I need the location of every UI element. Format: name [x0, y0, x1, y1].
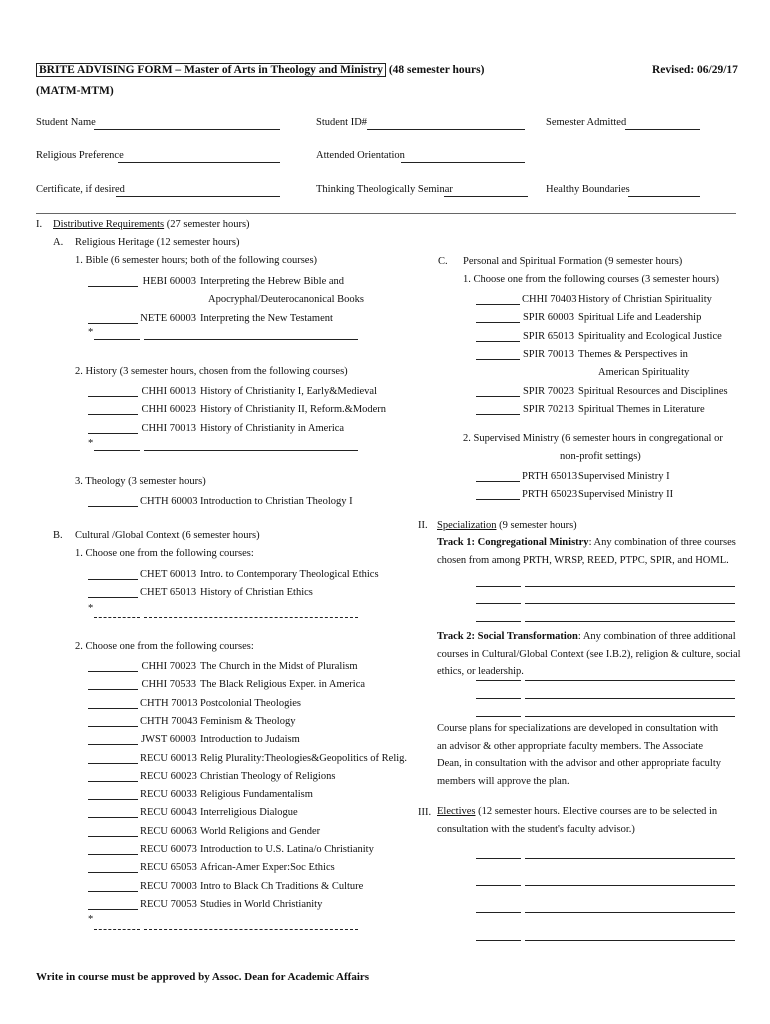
- course-check-blank[interactable]: [476, 331, 520, 342]
- course-check-blank[interactable]: [88, 496, 138, 507]
- course-check-blank[interactable]: [476, 349, 520, 360]
- course-name: Apocryphal/Deuterocanonical Books: [208, 294, 364, 306]
- course-row: [476, 310, 701, 323]
- write-in-blank-choose2[interactable]: [94, 929, 140, 930]
- course-code: CHHI 60013: [141, 386, 196, 397]
- course-name: History of Christian Spirituality: [578, 294, 712, 305]
- course-row: [88, 769, 335, 782]
- course-code: CHHI 70403: [522, 294, 577, 305]
- course-row: [88, 292, 364, 305]
- course-code: RECU 70003: [140, 880, 197, 892]
- bible-title: 1. Bible (6 semester hours; both of the following courses): [75, 255, 318, 266]
- course-code: RECU 60063: [140, 825, 197, 837]
- course-title-blank[interactable]: [525, 716, 735, 717]
- course-check-blank[interactable]: [88, 826, 138, 837]
- course-row: [88, 879, 363, 892]
- section2-numeral: II.: [418, 520, 428, 531]
- course-check-blank[interactable]: [88, 313, 138, 324]
- course-check-blank[interactable]: [476, 489, 520, 500]
- write-in-blank-history[interactable]: [94, 450, 140, 451]
- course-row: [88, 714, 295, 727]
- course-check-blank[interactable]: [88, 789, 138, 800]
- course-check-blank[interactable]: [88, 569, 138, 580]
- course-name: Intro. to Contemporary Theological Ethics: [200, 569, 379, 580]
- asterisk-choose2: *: [88, 914, 94, 925]
- course-row: [88, 384, 377, 397]
- certificate-field[interactable]: [116, 196, 280, 197]
- course-title-blank[interactable]: [525, 912, 735, 913]
- course-row: [88, 421, 344, 434]
- section2-heading: [437, 520, 577, 531]
- course-name: History of Christianity I, Early&Medieval: [200, 386, 378, 397]
- course-name: Supervised Ministry I: [578, 471, 670, 482]
- form-title: [36, 64, 484, 76]
- course-check-blank[interactable]: [88, 386, 138, 397]
- course-code: RECU 65053: [140, 862, 197, 874]
- student-id-label: Student ID#: [316, 117, 368, 128]
- course-code: PRTH 65023: [522, 489, 578, 501]
- course-row: [476, 402, 705, 415]
- course-code: CHHI 70533: [141, 679, 196, 691]
- course-row: [88, 274, 344, 287]
- sectionC-choose-title: 1. Choose one from the following courses (3 semester hours): [463, 274, 720, 285]
- course-name: Spiritual Resources and Disciplines: [578, 385, 728, 397]
- course-number-blank[interactable]: [476, 716, 521, 717]
- healthy-boundaries-label: Healthy Boundaries: [546, 184, 630, 195]
- course-code: CHET 65013: [140, 587, 197, 599]
- course-row: [88, 842, 374, 855]
- sectionA-label: A.: [53, 237, 64, 248]
- student-name-label: Student Name: [36, 117, 96, 128]
- course-check-blank[interactable]: [476, 471, 520, 482]
- section1-numeral: I.: [36, 219, 43, 230]
- course-check-blank[interactable]: [88, 844, 138, 855]
- form-title-boxed: BRITE ADVISING FORM – Master of Arts in Theology and Ministry: [36, 63, 386, 77]
- course-title-blank[interactable]: [525, 603, 735, 604]
- course-name: World Religions and Gender: [200, 825, 321, 837]
- course-name: Studies in World Christianity: [200, 898, 323, 910]
- course-code: SPIR 60003: [522, 312, 574, 324]
- supervised-title-1: 2. Supervised Ministry (6 semester hours in congregational or: [463, 433, 723, 444]
- course-code: SPIR 70213: [522, 403, 574, 415]
- course-name: Supervised Ministry II: [578, 489, 674, 501]
- course-title-blank[interactable]: [525, 680, 735, 681]
- write-in-title-history[interactable]: [144, 450, 358, 451]
- write-in-blank-choose1[interactable]: [94, 617, 140, 618]
- course-check-blank[interactable]: [88, 404, 138, 415]
- course-number-blank[interactable]: [476, 912, 521, 913]
- course-row: [476, 469, 670, 482]
- course-row: [88, 696, 301, 709]
- course-check-blank: [88, 294, 138, 305]
- course-row: [476, 487, 673, 500]
- course-row: [88, 585, 313, 598]
- course-check-blank[interactable]: [88, 862, 138, 873]
- course-title-blank[interactable]: [525, 858, 735, 859]
- track1-label: Track 1: Congregational Ministry: [437, 537, 589, 548]
- course-code: CHHI 60023: [141, 404, 196, 416]
- course-code: CHHI 70013: [141, 422, 196, 434]
- course-check-blank[interactable]: [88, 807, 138, 818]
- course-code: CHHI 70023: [141, 661, 196, 672]
- course-name: Spiritual Themes in Literature: [578, 403, 705, 415]
- section3-numeral: III.: [418, 807, 432, 818]
- course-code: CHET 60013: [140, 569, 197, 580]
- course-name: Themes & Perspectives in: [578, 348, 688, 360]
- attended-orientation-field[interactable]: [401, 162, 525, 163]
- write-in-title-choose2[interactable]: [144, 929, 358, 930]
- section3-description: [437, 803, 737, 838]
- course-row: [88, 494, 353, 507]
- course-name: History of Christianity II, Reform.&Modern: [200, 404, 387, 416]
- course-name: Feminism & Theology: [200, 715, 296, 727]
- form-title-abbrev: (MATM-MTM): [36, 85, 114, 97]
- course-row: [88, 677, 365, 690]
- course-check-blank[interactable]: [476, 386, 520, 397]
- course-check-blank[interactable]: [88, 587, 138, 598]
- course-row: [88, 567, 379, 580]
- course-code: SPIR 70013: [522, 348, 574, 360]
- choose2-title: 2. Choose one from the following courses:: [75, 641, 254, 652]
- course-title-blank[interactable]: [525, 940, 735, 941]
- course-code: SPIR 70023: [522, 385, 574, 397]
- course-code: RECU 60033: [140, 789, 197, 801]
- course-row: [476, 329, 722, 342]
- write-in-blank-bible[interactable]: [94, 339, 140, 340]
- section3-heading: Electives: [437, 806, 476, 817]
- semester-admitted-label: Semester Admitted: [546, 117, 627, 128]
- course-row: [476, 384, 728, 397]
- student-id-field[interactable]: [367, 129, 525, 130]
- course-number-blank[interactable]: [476, 586, 521, 587]
- course-check-blank[interactable]: [88, 276, 138, 287]
- course-code: SPIR 65013: [522, 330, 574, 342]
- course-row: [476, 365, 689, 378]
- course-name: American Spirituality: [598, 367, 690, 379]
- religious-preference-field[interactable]: [118, 162, 280, 163]
- course-code: CHTH 70013: [140, 697, 198, 709]
- course-code: RECU 70053: [140, 898, 197, 910]
- course-row: [88, 805, 298, 818]
- track2-label: Track 2: Social Transformation: [437, 631, 578, 642]
- course-check-blank[interactable]: [476, 294, 520, 305]
- course-number-blank[interactable]: [476, 858, 521, 859]
- section3-text: (12 semester hours. Elective courses are to be selected in consultation with the student's faculty advisor.): [437, 806, 718, 835]
- course-code: CHTH 70043: [140, 715, 198, 727]
- course-number-blank[interactable]: [476, 603, 521, 604]
- course-check-blank[interactable]: [88, 698, 138, 709]
- course-name: Postcolonial Theologies: [200, 697, 302, 709]
- course-name: Intro to Black Ch Traditions & Culture: [200, 880, 364, 892]
- course-row: [88, 824, 320, 837]
- course-name: Introduction to U.S. Latina/o Christianity: [200, 844, 374, 855]
- course-name: The Church in the Midst of Pluralism: [200, 661, 358, 672]
- write-in-title-bible[interactable]: [144, 339, 358, 340]
- track1-description: [437, 534, 747, 569]
- course-row: [88, 897, 322, 910]
- course-name: The Black Religious Exper. in America: [200, 679, 366, 691]
- course-code: JWST 60003: [141, 734, 196, 746]
- track2-description: [437, 628, 757, 681]
- course-check-blank[interactable]: [88, 679, 138, 690]
- course-name: African-Amer Exper:Soc Ethics: [200, 862, 335, 874]
- supervised-title-2: non-profit settings): [560, 451, 641, 462]
- course-name: Religious Fundamentalism: [200, 789, 313, 801]
- course-check-blank[interactable]: [88, 881, 138, 892]
- write-in-title-choose1[interactable]: [144, 617, 358, 618]
- course-check-blank[interactable]: [88, 753, 138, 764]
- religious-preference-label: Religious Preference: [36, 150, 124, 161]
- course-check-blank[interactable]: [88, 734, 138, 745]
- course-name: Introduction to Christian Theology I: [200, 496, 353, 507]
- course-number-blank[interactable]: [476, 698, 521, 699]
- course-check-blank[interactable]: [88, 716, 138, 727]
- course-check-blank[interactable]: [88, 423, 138, 434]
- course-row: [88, 311, 333, 324]
- asterisk-bible: *: [88, 327, 94, 338]
- history-title: 2. History (3 semester hours, chosen from the following courses): [75, 366, 348, 377]
- course-number-blank[interactable]: [476, 940, 521, 941]
- specialization-note: Course plans for specializations are developed in consultation with an advisor & other appropriate faculty members. The Associate Dean, in consultation with the advisor and other appropriate faculty members will approve the plan.: [437, 723, 721, 787]
- course-number-blank[interactable]: [476, 621, 521, 622]
- thinking-theologically-label: Thinking Theologically Seminar: [316, 184, 453, 195]
- course-code: RECU 60023: [140, 770, 197, 782]
- course-name: History of Christian Ethics: [200, 587, 313, 599]
- course-check-blank[interactable]: [88, 661, 138, 672]
- sectionB-title: Cultural /Global Context (6 semester hours): [75, 530, 260, 541]
- section2-heading-text: Specialization: [437, 520, 497, 531]
- course-code: PRTH 65013: [522, 471, 578, 482]
- track1-text: : Any combination of three courses chosen from among PRTH, WRSP, REED, PTPC, SPIR, and HOML.: [437, 537, 736, 566]
- course-title-blank[interactable]: [525, 586, 735, 587]
- course-row: [88, 732, 300, 745]
- sectionB-label: B.: [53, 530, 63, 541]
- footer-note: Write in course must be approved by Assoc. Dean for Academic Affairs: [36, 971, 370, 983]
- revised-date: Revised: 06/29/17: [652, 64, 738, 76]
- course-name: Spirituality and Ecological Justice: [578, 330, 722, 342]
- course-code: HEBI 60003: [142, 276, 196, 287]
- course-code: NETE 60003: [140, 312, 196, 324]
- course-check-blank: [476, 367, 520, 378]
- course-row: [88, 860, 335, 873]
- course-row: [476, 292, 712, 305]
- course-number-blank[interactable]: [476, 885, 521, 886]
- course-name: Relig Plurality:Theologies&Geopolitics of Relig.: [200, 752, 408, 764]
- theology-title: 3. Theology (3 semester hours): [75, 476, 206, 487]
- section-divider: [36, 213, 736, 214]
- semester-admitted-field[interactable]: [625, 129, 700, 130]
- course-check-blank[interactable]: [476, 312, 520, 323]
- course-check-blank[interactable]: [88, 771, 138, 782]
- course-row: [88, 659, 358, 672]
- certificate-label: Certificate, if desired: [36, 184, 125, 195]
- section2-hours: (9 semester hours): [499, 520, 577, 531]
- choose1-title: 1. Choose one from the following courses:: [75, 548, 254, 559]
- course-code: RECU 60013: [140, 752, 197, 764]
- course-row: [88, 402, 386, 415]
- sectionA-title: Religious Heritage (12 semester hours): [75, 237, 240, 248]
- course-title-blank[interactable]: [525, 885, 735, 886]
- section1-heading-text: Distributive Requirements: [53, 219, 165, 230]
- course-name: Interpreting the Hebrew Bible and: [200, 276, 345, 287]
- course-code: RECU 60043: [140, 807, 197, 819]
- course-title-blank[interactable]: [525, 621, 735, 622]
- course-row: [88, 787, 313, 800]
- course-code: RECU 60073: [140, 844, 197, 855]
- course-check-blank[interactable]: [476, 404, 520, 415]
- course-row: [476, 347, 688, 360]
- course-name: Interpreting the New Testament: [200, 312, 333, 324]
- course-name: Spiritual Life and Leadership: [578, 312, 702, 324]
- course-title-blank[interactable]: [525, 698, 735, 699]
- course-row: [88, 751, 407, 764]
- course-code: CHTH 60003: [140, 496, 198, 507]
- asterisk-history: *: [88, 438, 94, 449]
- course-name: Christian Theology of Religions: [200, 770, 336, 782]
- course-number-blank[interactable]: [476, 680, 521, 681]
- student-name-field[interactable]: [94, 129, 280, 130]
- course-check-blank[interactable]: [88, 899, 138, 910]
- section1-heading: [53, 219, 250, 230]
- course-name: Introduction to Judaism: [200, 734, 300, 746]
- sectionC-label: C.: [438, 256, 448, 267]
- sectionC-title: Personal and Spiritual Formation (9 semester hours): [463, 256, 683, 267]
- section1-hours: (27 semester hours): [166, 219, 250, 230]
- track2-text: : Any combination of three additional courses in Cultural/Global Context (see I.B.2), religion & culture, social ethics, or leadership.: [437, 631, 741, 677]
- thinking-theologically-field[interactable]: [444, 196, 528, 197]
- course-name: History of Christianity in America: [200, 422, 345, 434]
- attended-orientation-label: Attended Orientation: [316, 150, 405, 161]
- form-title-hours: (48 semester hours): [388, 64, 485, 76]
- healthy-boundaries-field[interactable]: [628, 196, 700, 197]
- asterisk-choose1: *: [88, 603, 94, 614]
- course-name: Interreligious Dialogue: [200, 807, 298, 819]
